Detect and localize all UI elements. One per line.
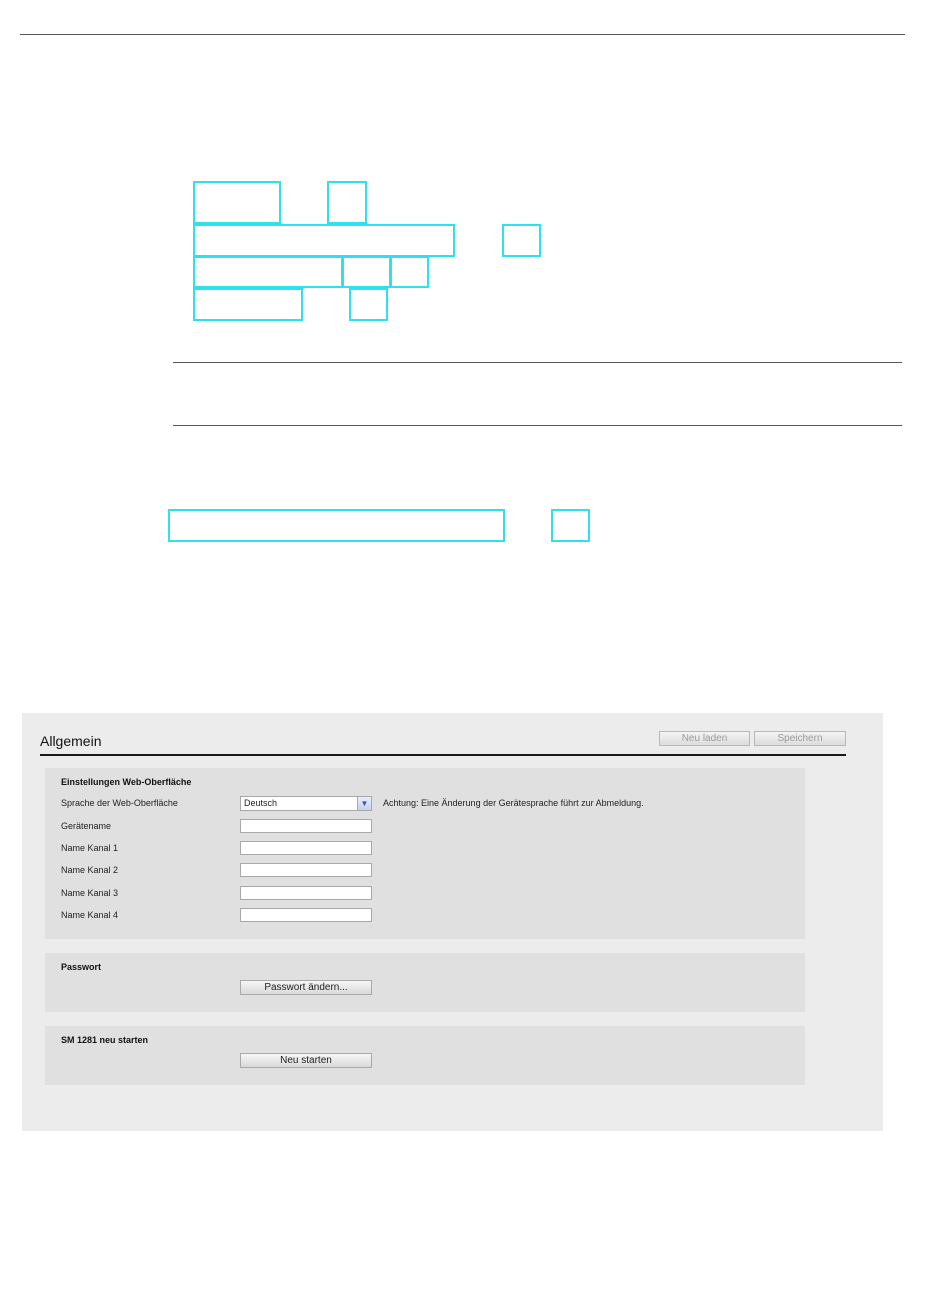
chevron-down-icon[interactable]: ▼ [357,797,371,810]
restart-section [45,1026,805,1085]
section-rule-bottom [173,425,902,426]
redacted-block [551,509,590,542]
web-settings-section [45,768,805,939]
redacted-block [193,256,343,288]
redacted-block [349,288,388,321]
section-title: Einstellungen Web-Oberfläche [61,777,192,787]
language-select-value: Deutsch [244,798,278,808]
channel4-field[interactable] [240,908,372,922]
page-title: Allgemein [40,733,102,749]
language-select[interactable] [240,796,372,811]
channel2-field[interactable] [240,863,372,877]
save-button[interactable]: Speichern [754,731,846,746]
redacted-block [327,181,367,224]
redacted-block [390,256,429,288]
redacted-block [193,288,303,321]
redacted-block [502,224,541,257]
change-password-button[interactable]: Passwort ändern... [240,980,372,995]
header-rule [20,34,905,35]
device-name-field[interactable] [240,819,372,833]
section-title: SM 1281 neu starten [61,1035,149,1045]
password-section [45,953,805,1012]
redacted-block [193,181,281,224]
redacted-block [342,256,391,288]
settings-panel [22,713,883,1131]
channel1-field[interactable] [240,841,372,855]
channel4-label: Name Kanal 4 [61,910,119,920]
redacted-block [168,509,505,542]
reload-button[interactable]: Neu laden [659,731,750,746]
language-label: Sprache der Web-Oberfläche [61,798,178,808]
channel1-label: Name Kanal 1 [61,843,119,853]
language-hint: Achtung: Eine Änderung der Gerätesprache führt zur Abmeldung. [383,798,644,808]
section-title: Passwort [61,962,102,972]
channel2-label: Name Kanal 2 [61,865,119,875]
restart-button[interactable]: Neu starten [240,1053,372,1068]
section-rule-top [173,362,902,363]
title-underline [40,754,846,756]
device-name-label: Gerätename [61,821,112,831]
channel3-label: Name Kanal 3 [61,888,119,898]
redacted-block [193,224,455,257]
channel3-field[interactable] [240,886,372,900]
